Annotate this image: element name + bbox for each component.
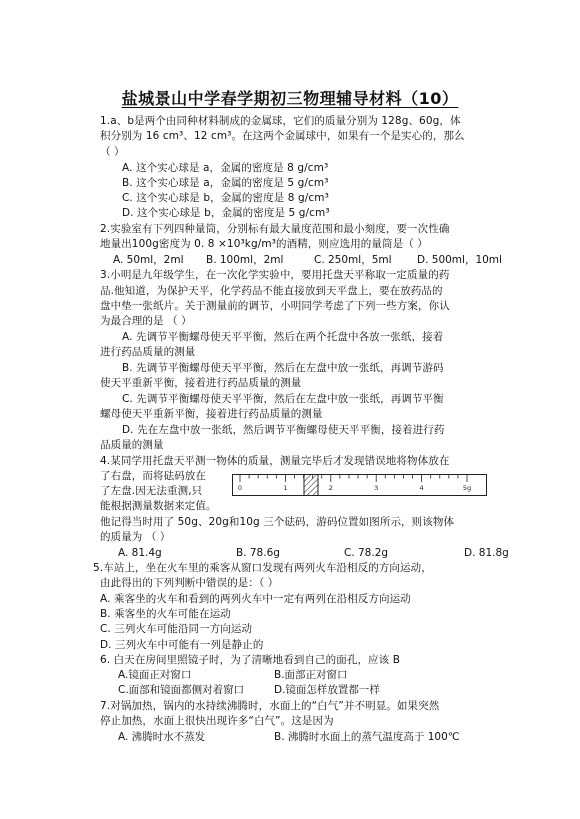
q2-option-a: A. 50ml，2ml <box>113 254 184 266</box>
ruler-tick-label: 4 <box>419 484 424 492</box>
q3-option-b-cont: 使天平重新平衡，接着进行药品质量的测量 <box>100 377 302 389</box>
q4-option-b: B. 78.6g <box>236 547 280 559</box>
q2-option-b: B. 100ml，2ml <box>206 254 284 266</box>
q1-option-b: B. 这个实心球是 a，金属的密度是 5 g/cm³ <box>122 177 329 189</box>
q4-option-d: D. 81.8g <box>464 547 509 559</box>
q2-line-2: 地量出100g密度为 0. 8 ×10³kg/m³的酒精，则应选用的量筒是（ ） <box>100 238 428 250</box>
q4-line-6: 的质量为 （ ） <box>100 531 171 543</box>
rider-slider <box>304 475 318 496</box>
q4-line-3: 了左盘.因无法重测,只 <box>100 485 203 497</box>
q1-line-1: 1.a、b是两个由同种材料制成的金属球，它们的质量分别为 128g、60g，体 <box>100 115 461 127</box>
ruler-frame <box>233 475 487 496</box>
ruler-tick-labels <box>238 484 471 492</box>
q6-line-1: 6. 白天在房间里照镜子时，为了清晰地看到自己的面孔，应该 B <box>100 654 400 666</box>
ruler-tick-label: 2 <box>328 484 333 492</box>
q5-option-c: C. 三列火车可能沿同一方向运动 <box>100 623 253 635</box>
q1-option-d: D. 这个实心球是 b，金属的密度是 5 g/cm³ <box>122 207 330 219</box>
q6-options-row-2 <box>118 683 380 697</box>
q4-line-2: 了右盘，而将砝码放在 <box>100 470 206 482</box>
q6-option-b: B.面部正对窗口 <box>274 669 348 681</box>
page-title: 盐城景山中学春学期初三物理辅导材料（10） <box>121 89 459 108</box>
q5-line-1: 5.车站上，坐在火车里的乘客从窗口发现有两列火车沿相反的方向运动， <box>93 562 432 574</box>
q5-option-a: A. 乘客坐的火车和看到的两列火车中一定有两列在沿相反方向运动 <box>100 593 411 605</box>
q6-option-d: D.镜面怎样放置都一样 <box>274 684 380 696</box>
q3-line-3: 盘中垫一张纸片。关于测量前的调节，小明同学考虑了下列一些方案，你认 <box>100 300 450 312</box>
q2-options <box>113 253 502 267</box>
q3-option-c: C. 先调节平衡螺母使天平平衡，然后在左盘中放一张纸，再调节平衡 <box>122 393 444 405</box>
ruler-tick-label: 0 <box>237 484 243 492</box>
q7-options <box>118 730 460 744</box>
q3-option-d-cont: 品质量的测量 <box>100 439 164 451</box>
q3-option-a-cont: 进行药品质量的测量 <box>100 346 196 358</box>
q3-line-2: 品.他知道，为保护天平，化学药品不能直接放到天平盘上，要在放药品的 <box>100 285 443 297</box>
q5-line-2: 由此得出的下列判断中错误的是：（ ） <box>100 577 279 589</box>
q2-option-d: D. 500ml，10ml <box>417 254 502 266</box>
q3-option-c-cont: 螺母使天平重新平衡，接着进行药品质量的测量 <box>100 408 323 420</box>
q6-option-a: A.镜面正对窗口 <box>118 669 192 681</box>
q1-option-a: A. 这个实心球是 a，金属的密度是 8 g/cm³ <box>122 162 329 174</box>
q5-option-b: B. 乘客坐的火车可能在运动 <box>100 608 231 620</box>
q4-line-1: 4.某同学用托盘天平测一物体的质量，测量完毕后才发现错误地将物体放在 <box>100 455 450 467</box>
q1-line-3: （ ） <box>100 146 125 158</box>
q2-line-1: 2.实验室有下列四种量筒，分别标有最大量度范围和最小刻度，要一次性确 <box>100 223 450 235</box>
q4-option-a: A. 81.4g <box>118 547 162 559</box>
q3-line-4: 为最合理的是 （ ） <box>100 315 192 327</box>
q3-option-a: A. 先调节平衡螺母使天平平衡，然后在两个托盘中各放一张纸，接着 <box>122 331 444 343</box>
q1-option-c: C. 这个实心球是 b，金属的密度是 8 g/cm³ <box>122 192 329 204</box>
q3-option-d: D. 先在左盘中放一张纸，然后调节平衡螺母使天平平衡，接着进行药 <box>122 424 445 436</box>
q4-option-c: C. 78.2g <box>344 547 389 559</box>
q6-option-c: C.面部和镜面都侧对着窗口 <box>118 684 245 696</box>
q4-line-4: 能根据测量数据来定值。 <box>100 500 217 512</box>
ruler-tick-label: 3 <box>374 484 379 492</box>
q4-line-5: 他记得当时用了 50g、20g和10g 三个砝码，游码位置如图所示，则该物体 <box>100 516 455 528</box>
q2-option-c: C. 250ml，5ml <box>314 254 392 266</box>
q7-option-b: B. 沸腾时水面上的蒸气温度高于 100℃ <box>274 731 460 743</box>
q3-option-b: B. 先调节平衡螺母使天平平衡，然后在左盘中放一张纸，再调节游码 <box>122 362 444 374</box>
ruler-ticks <box>240 475 467 483</box>
q3-line-1: 3.小明是九年级学生，在一次化学实验中，要用托盘天平称取一定质量的药 <box>100 269 450 281</box>
q7-line-1: 7.对锅加热，锅内的水持续沸腾时，水面上的“白气”并不明显。如果突然 <box>100 700 440 712</box>
q1-line-2: 积分别为 16 cm³、12 cm³。在这两个金属球中，如果有一个是实心的，那么 <box>100 130 465 142</box>
ruler-tick-label: 1 <box>283 484 288 492</box>
q7-line-2: 停止加热，水面上很快出现许多“白气”。这是因为 <box>100 715 334 727</box>
q7-option-a: A. 沸腾时水不蒸发 <box>118 731 206 743</box>
q4-options <box>118 546 509 560</box>
q6-options-row-1 <box>118 668 348 682</box>
rider-scale-figure <box>232 474 487 496</box>
ruler-tick-label: 5g <box>462 484 472 492</box>
q5-option-d: D. 三列火车中可能有一列是静止的 <box>100 639 264 651</box>
